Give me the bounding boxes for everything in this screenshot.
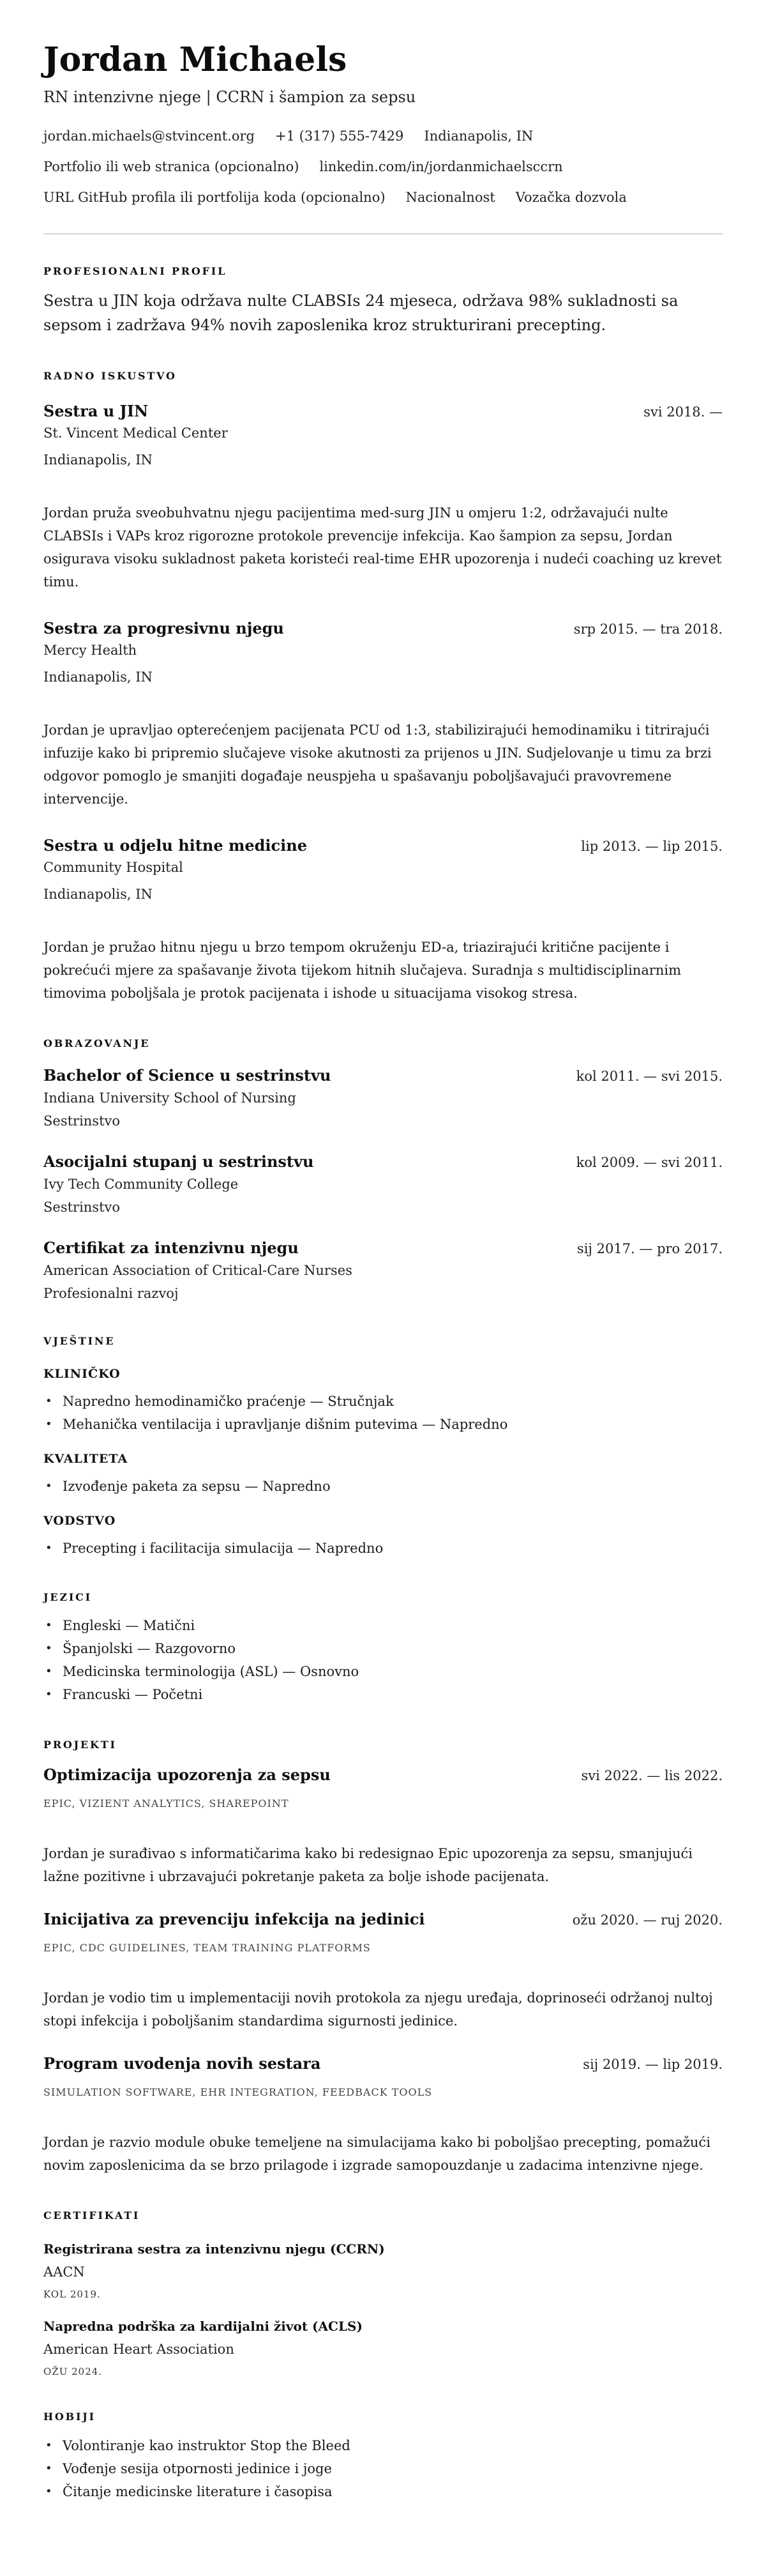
skill-text: Precepting i facilitacija simulacija — Napredno (63, 1541, 384, 1556)
job-title: Sestra u JIN (43, 402, 149, 420)
certificate-issuer: AACN (43, 2264, 85, 2280)
project-tech: SIMULATION SOFTWARE, EHR INTEGRATION, FEEDBACK TOOLS (43, 2086, 433, 2098)
project-description: Jordan je razvio module obuke temeljene na simulacijama kako bi poboljšao precepting, pomažući novim zaposlenicima da se brzo prilagode i izgrade samopouzdanje u zadacima intenzivne njege. (43, 2135, 710, 2173)
education-dates: sij 2017. — pro 2017. (576, 1241, 723, 1256)
language-list (43, 1614, 723, 1706)
list-item (43, 1660, 723, 1683)
certificates-section (43, 2209, 723, 2378)
skill-list (43, 1475, 723, 1498)
section-heading: RADNO ISKUSTVO (43, 370, 177, 382)
field-of-study: Sestrinstvo (43, 1113, 121, 1129)
experience-entry (43, 836, 723, 1005)
experience-section (43, 370, 723, 1005)
job-dates: svi 2018. — (643, 404, 723, 420)
company: St. Vincent Medical Center (43, 425, 228, 441)
location: Indianapolis, IN (424, 128, 534, 144)
bullet-icon: • (45, 2485, 52, 2498)
language-text: Španjolski — Razgovorno (63, 1641, 236, 1656)
project-tech: EPIC, VIZIENT ANALYTICS, SHAREPOINT (43, 1797, 289, 1810)
drivers-license: Vozačka dozvola (515, 190, 627, 205)
bullet-icon: • (45, 2462, 52, 2475)
hobby-text: Vođenje sesija otpornosti jedinice i joge (63, 2461, 332, 2476)
education-dates: kol 2009. — svi 2011. (576, 1155, 723, 1170)
section-heading: VJEŠTINE (43, 1335, 116, 1347)
language-text: Engleski — Matični (63, 1618, 195, 1633)
certificate-date: OŽU 2024. (43, 2366, 103, 2377)
list-item (43, 1475, 723, 1498)
section-heading: JEZICI (43, 1591, 92, 1603)
skill-group-heading: KVALITETA (43, 1452, 128, 1466)
certificate-title: Registrirana sestra za intenzivnu njegu (CCRN) (43, 2241, 385, 2257)
education-dates: kol 2011. — svi 2015. (576, 1069, 723, 1084)
certificate-entry (43, 2318, 723, 2378)
institution: Ivy Tech Community College (43, 1177, 239, 1192)
bullet-icon: • (45, 1417, 52, 1431)
project-entry (43, 1765, 723, 1888)
project-dates: ožu 2020. — ruj 2020. (572, 1912, 723, 1928)
project-description: Jordan je vodio tim u implementaciji novih protokola za njegu uređaja, doprinoseći održanoj nultoj stopi infekcija i poboljšanim standardima sigurnosti jedinice. (43, 1990, 713, 2029)
degree: Certifikat za intenzivnu njegu (43, 1238, 299, 1257)
degree: Asocijalni stupanj u sestrinstvu (43, 1152, 314, 1171)
certificate-entry (43, 2241, 723, 2301)
candidate-name: Jordan Michaels (43, 40, 347, 79)
skill-text: Izvođenje paketa za sepsu — Napredno (63, 1479, 331, 1494)
resume-page (0, 41, 766, 2503)
profile-section (43, 265, 723, 337)
skill-list (43, 1390, 723, 1436)
email-link[interactable]: jordan.michaels@stvincent.org (43, 128, 255, 144)
skill-group-heading: VODSTVO (43, 1514, 116, 1528)
institution: American Association of Critical-Care Nurses (43, 1263, 352, 1278)
project-entry (43, 1910, 723, 2032)
profile-summary: Sestra u JIN koja održava nulte CLABSIs 24 mjeseca, održava 98% sukladnosti sa sepsom i zadržava 94% novih zaposlenika kroz strukturirani precepting. (43, 292, 679, 334)
header-divider (43, 233, 723, 234)
bullet-icon: • (45, 1394, 52, 1408)
education-entry (43, 1238, 723, 1302)
education-section (43, 1037, 723, 1302)
experience-entry (43, 619, 723, 811)
list-item (43, 1413, 723, 1436)
job-title: Sestra za progresivnu njegu (43, 619, 284, 637)
list-item (43, 1637, 723, 1660)
field-of-study: Profesionalni razvoj (43, 1286, 179, 1301)
project-title: Inicijativa za prevenciju infekcija na jedinici (43, 1910, 425, 1928)
list-item (43, 2457, 723, 2480)
linkedin-link[interactable]: linkedin.com/in/jordanmichaelsccrn (319, 159, 563, 174)
job-location: Indianapolis, IN (43, 452, 153, 468)
project-tech: EPIC, CDC GUIDELINES, TEAM TRAINING PLATFORMS (43, 1942, 371, 1954)
list-item (43, 1537, 723, 1560)
skill-list (43, 1537, 723, 1560)
language-text: Francuski — Početni (63, 1687, 203, 1702)
headline: RN intenzivne njege | CCRN i šampion za sepsu (43, 88, 416, 106)
bullet-icon: • (45, 1688, 52, 1701)
project-title: Optimizacija upozorenja za sepsu (43, 1765, 331, 1784)
project-entry (43, 2054, 723, 2177)
skills-section (43, 1335, 723, 1560)
section-heading: PROJEKTI (43, 1739, 117, 1751)
nationality: Nacionalnost (405, 190, 495, 205)
list-item (43, 2480, 723, 2503)
field-of-study: Sestrinstvo (43, 1200, 121, 1215)
job-description: Jordan je upravljao opterećenjem pacijenata PCU od 1:3, stabilizirajući hemodinamiku i titrirajući infuzije kako bi pripremio slučajeve visoke akutnosti za prijenos u JIN. Sudjelovanje u timu za brzi odgovor pomoglo je smanjiti događaje neuspjeha u spašavanju poboljšavajući pravovremene intervencije. (43, 722, 712, 807)
job-title: Sestra u odjelu hitne medicine (43, 836, 307, 855)
hobby-text: Volontiranje kao instruktor Stop the Bleed (63, 2438, 350, 2453)
certificate-issuer: American Heart Association (43, 2342, 234, 2357)
contact-row (43, 126, 723, 146)
skill-text: Mehanička ventilacija i upravljanje dišnim putevima — Napredno (63, 1417, 508, 1432)
list-item (43, 1683, 723, 1706)
languages-section (43, 1591, 723, 1706)
bullet-icon: • (45, 1619, 52, 1632)
education-entry (43, 1066, 723, 1130)
projects-section (43, 1739, 723, 2177)
hobby-text: Čitanje medicinske literature i časopisa (63, 2484, 333, 2499)
company: Mercy Health (43, 643, 137, 658)
section-heading: OBRAZOVANJE (43, 1037, 151, 1049)
list-item (43, 1390, 723, 1413)
project-description: Jordan je surađivao s informatičarima kako bi redesignao Epic upozorenja za sepsu, smanjujući lažne pozitivne i ubrzavajući pokretanje paketa za bolje ishode pacijenata. (43, 1846, 693, 1884)
company: Community Hospital (43, 860, 183, 875)
education-entry (43, 1152, 723, 1216)
portfolio-link[interactable]: Portfolio ili web stranica (opcionalno) (43, 159, 299, 174)
job-location: Indianapolis, IN (43, 887, 153, 902)
contact-row (43, 157, 723, 176)
contact-row (43, 188, 723, 207)
job-description: Jordan je pružao hitnu njegu u brzo tempom okruženju ED-a, triazirajući kritične pacijente i pokrećući mjere za spašavanje života tijekom hitnih slučajeva. Suradnja s multidisciplinarnim timovima poboljšala je protok pacijenata i ishode u situacijama visokog stresa. (43, 940, 682, 1001)
section-heading: HOBIJI (43, 2411, 96, 2423)
bullet-icon: • (45, 1479, 52, 1493)
institution: Indiana University School of Nursing (43, 1090, 296, 1106)
section-heading: CERTIFIKATI (43, 2209, 140, 2222)
github-link[interactable]: URL GitHub profila ili portfolija koda (opcionalno) (43, 190, 386, 205)
project-dates: svi 2022. — lis 2022. (581, 1768, 723, 1783)
hobbies-section (43, 2411, 723, 2503)
job-dates: lip 2013. — lip 2015. (581, 839, 723, 854)
project-title: Program uvodenja novih sestara (43, 2054, 321, 2073)
job-description: Jordan pruža sveobuhvatnu njegu pacijentima med-surg JIN u omjeru 1:2, održavajući nulte CLABSIs i VAPs kroz rigorozne protokole prevencije infekcija. Kao šampion za sepsu, Jordan osigurava visoku sukladnost paketa koristeći real-time EHR upozorenja i nudeći coaching uz krevet timu. (43, 505, 722, 590)
job-dates: srp 2015. — tra 2018. (573, 621, 723, 637)
section-heading: PROFESIONALNI PROFIL (43, 265, 227, 277)
certificate-date: KOL 2019. (43, 2289, 101, 2300)
bullet-icon: • (45, 1642, 52, 1655)
hobby-list (43, 2434, 723, 2503)
language-text: Medicinska terminologija (ASL) — Osnovno (63, 1664, 359, 1679)
job-location: Indianapolis, IN (43, 669, 153, 685)
bullet-icon: • (45, 1665, 52, 1678)
list-item (43, 2434, 723, 2457)
project-dates: sij 2019. — lip 2019. (583, 2057, 723, 2072)
skill-text: Napredno hemodinamičko praćenje — Stručnjak (63, 1394, 394, 1409)
phone: +1 (317) 555-7429 (275, 128, 404, 144)
resume-header (43, 41, 723, 207)
skill-group-heading: KLINIČKO (43, 1367, 121, 1381)
experience-entry (43, 402, 723, 593)
degree: Bachelor of Science u sestrinstvu (43, 1066, 331, 1085)
list-item (43, 1614, 723, 1637)
bullet-icon: • (45, 1541, 52, 1555)
certificate-title: Napredna podrška za kardijalni život (ACLS) (43, 2319, 363, 2334)
bullet-icon: • (45, 2439, 52, 2452)
